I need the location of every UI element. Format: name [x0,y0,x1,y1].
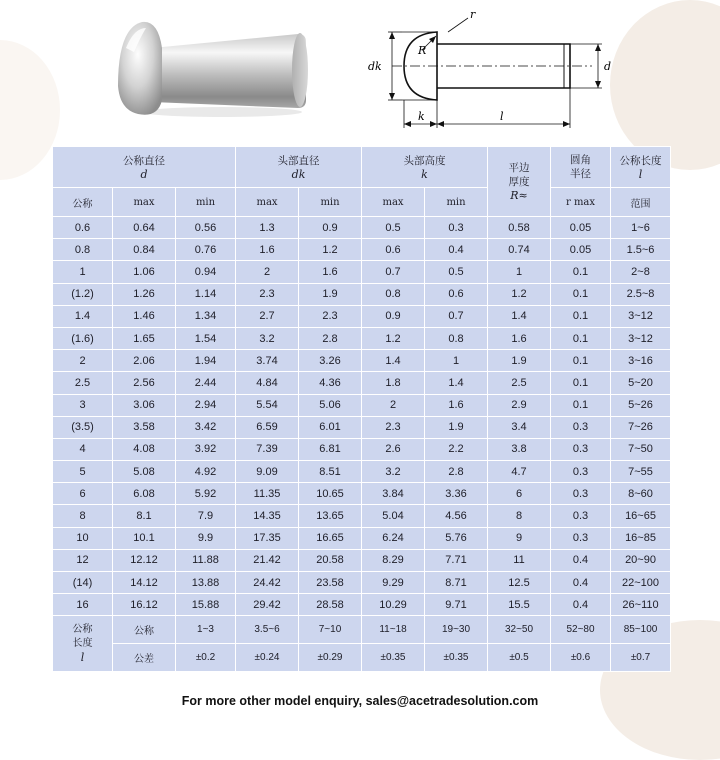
table-cell: 2~8 [611,261,671,283]
table-cell: 10.65 [299,483,362,505]
table-row [53,327,671,349]
table-cell: 2.2 [425,438,488,460]
footer-length-label: 公称 长度 l [53,616,113,672]
table-cell: 0.4 [425,239,488,261]
table-cell: 6.01 [299,416,362,438]
header-flat-thickness: 平边 厚度 R≈ [488,147,551,217]
table-cell: 16~85 [611,527,671,549]
table-cell: 5.08 [113,461,176,483]
table-cell: 15.5 [488,594,551,616]
table-cell: 2.06 [113,350,176,372]
table-cell: 8~60 [611,483,671,505]
table-cell: 20~90 [611,549,671,571]
table-cell: 22~100 [611,572,671,594]
footer-nominal-value: 85~100 [611,616,671,644]
table-cell: (3.5) [53,416,113,438]
footer-tolerance-value: ±0.5 [488,644,551,672]
subheader-d-min: min [176,188,236,217]
table-cell: 15.88 [176,594,236,616]
table-cell: 2 [236,261,299,283]
table-cell: 2.5 [488,372,551,394]
table-cell: 16~65 [611,505,671,527]
table-cell: 1.65 [113,327,176,349]
table-cell: 4.08 [113,438,176,460]
table-cell: 3.2 [362,461,425,483]
table-row [53,305,671,327]
label-k: k [418,110,425,123]
subheader-r-max: r max [551,188,611,217]
background-shape [0,40,60,180]
table-cell: 24.42 [236,572,299,594]
table-cell: 13.65 [299,505,362,527]
table-cell: 4.36 [299,372,362,394]
table-cell: 20.58 [299,549,362,571]
table-cell: 7.39 [236,438,299,460]
rivet-spec-table-container [52,146,670,672]
footer-nominal-value: 52~80 [551,616,611,644]
table-cell: 2.8 [425,461,488,483]
footer-nominal-label: 公称 [113,616,176,644]
footer-tolerance-value: ±0.7 [611,644,671,672]
table-cell: 0.8 [425,327,488,349]
table-cell: 3.06 [113,394,176,416]
subheader-nominal: 公称 [53,188,113,217]
rivet-photo [112,8,322,120]
footer-tolerance-label: 公差 [113,644,176,672]
table-row [53,594,671,616]
table-cell: 0.6 [362,239,425,261]
table-cell: 5~26 [611,394,671,416]
table-cell: 4.92 [176,461,236,483]
table-cell: 1.4 [425,372,488,394]
subheader-dk-min: min [299,188,362,217]
table-row [53,283,671,305]
table-cell: 3~12 [611,305,671,327]
table-cell: 5.04 [362,505,425,527]
table-cell: 0.3 [551,461,611,483]
table-cell: 1.2 [488,283,551,305]
table-cell: 1.5~6 [611,239,671,261]
table-row [53,217,671,239]
header-nominal-length: 公称长度 l [611,147,671,188]
footer-nominal-value: 32~50 [488,616,551,644]
table-cell: 2.7 [236,305,299,327]
table-cell: 0.56 [176,217,236,239]
table-cell: 5~20 [611,372,671,394]
header-row-1 [53,147,671,188]
footer-row-tolerance [53,644,671,672]
table-cell: 2.94 [176,394,236,416]
table-cell: 2.56 [113,372,176,394]
table-cell: 11 [488,549,551,571]
table-cell: 8 [488,505,551,527]
table-cell: 0.1 [551,394,611,416]
table-cell: (1.6) [53,327,113,349]
table-cell: 9 [488,527,551,549]
table-cell: 1.14 [176,283,236,305]
table-cell: 0.1 [551,327,611,349]
label-l: l [500,110,504,123]
table-cell: 6 [53,483,113,505]
table-cell: 3.58 [113,416,176,438]
header-head-height: 头部高度 k [362,147,488,188]
table-cell: 0.64 [113,217,176,239]
contact-footer: For more other model enquiry, sales@acetradesolution.com [181,694,539,708]
subheader-k-min: min [425,188,488,217]
footer-tolerance-value: ±0.6 [551,644,611,672]
table-cell: 0.1 [551,305,611,327]
table-cell: 8.71 [425,572,488,594]
table-cell: 7~55 [611,461,671,483]
table-cell: 2.6 [362,438,425,460]
table-cell: 3~16 [611,350,671,372]
subheader-dk-max: max [236,188,299,217]
table-cell: 9.29 [362,572,425,594]
table-row [53,461,671,483]
table-cell: 3.84 [362,483,425,505]
table-cell: 6.24 [362,527,425,549]
table-cell: 0.1 [551,283,611,305]
table-cell: 3.26 [299,350,362,372]
table-cell: 0.84 [113,239,176,261]
table-cell: 1.4 [488,305,551,327]
footer-tolerance-value: ±0.24 [236,644,299,672]
table-cell: 1.2 [299,239,362,261]
header-row-2 [53,188,671,217]
table-cell: 10.29 [362,594,425,616]
table-cell: 4.56 [425,505,488,527]
table-cell: 1.2 [362,327,425,349]
table-cell: 0.7 [425,305,488,327]
table-cell: 3.4 [488,416,551,438]
table-cell: 1.4 [53,305,113,327]
table-cell: 1~6 [611,217,671,239]
table-row [53,572,671,594]
table-cell: (14) [53,572,113,594]
table-cell: 0.5 [425,261,488,283]
table-cell: (1.2) [53,283,113,305]
table-cell: 1.6 [236,239,299,261]
table-cell: 0.4 [551,594,611,616]
table-cell: 0.1 [551,261,611,283]
table-cell: 8.51 [299,461,362,483]
table-row [53,483,671,505]
label-d: d [604,60,612,73]
table-cell: 17.35 [236,527,299,549]
table-cell: 28.58 [299,594,362,616]
table-cell: 1.6 [299,261,362,283]
table-cell: 3~12 [611,327,671,349]
table-row [53,549,671,571]
table-cell: 11.35 [236,483,299,505]
table-cell: 16 [53,594,113,616]
table-cell: 0.8 [362,283,425,305]
table-cell: 0.94 [176,261,236,283]
table-cell: 0.5 [362,217,425,239]
table-cell: 1.8 [362,372,425,394]
table-cell: 0.1 [551,350,611,372]
table-cell: 8 [53,505,113,527]
table-cell: 4 [53,438,113,460]
footer-tolerance-value: ±0.35 [425,644,488,672]
table-cell: 10 [53,527,113,549]
table-row [53,372,671,394]
table-cell: 2.5 [53,372,113,394]
footer-tolerance-value: ±0.29 [299,644,362,672]
table-cell: 26~110 [611,594,671,616]
table-cell: 6.59 [236,416,299,438]
table-cell: 0.3 [551,438,611,460]
table-cell: 14.35 [236,505,299,527]
table-cell: 4.84 [236,372,299,394]
table-row [53,261,671,283]
table-cell: 2.3 [299,305,362,327]
table-cell: 10.1 [113,527,176,549]
footer-nominal-value: 11~18 [362,616,425,644]
table-cell: 1.46 [113,305,176,327]
subheader-range: 范围 [611,188,671,217]
table-cell: 7~26 [611,416,671,438]
table-cell: 0.05 [551,217,611,239]
table-cell: 5 [53,461,113,483]
table-cell: 13.88 [176,572,236,594]
footer-nominal-value: 1~3 [176,616,236,644]
table-cell: 0.9 [299,217,362,239]
table-cell: 0.8 [53,239,113,261]
rivet-spec-table [52,146,671,672]
table-cell: 1.4 [362,350,425,372]
table-cell: 0.9 [362,305,425,327]
footer-nominal-value: 3.5~6 [236,616,299,644]
table-cell: 0.58 [488,217,551,239]
table-cell: 0.3 [551,416,611,438]
table-cell: 8.1 [113,505,176,527]
table-row [53,505,671,527]
table-cell: 12.5 [488,572,551,594]
header-head-diameter: 头部直径 dk [236,147,362,188]
label-dk: dk [368,60,382,73]
table-cell: 1.06 [113,261,176,283]
table-cell: 0.74 [488,239,551,261]
table-cell: 2.5~8 [611,283,671,305]
table-cell: 7.9 [176,505,236,527]
table-cell: 1 [425,350,488,372]
table-cell: 7~50 [611,438,671,460]
table-cell: 0.6 [53,217,113,239]
table-cell: 9.71 [425,594,488,616]
table-cell: 1.94 [176,350,236,372]
table-cell: 9.09 [236,461,299,483]
table-cell: 16.65 [299,527,362,549]
table-cell: 0.3 [551,483,611,505]
table-cell: 9.9 [176,527,236,549]
table-cell: 1.34 [176,305,236,327]
table-cell: 3.42 [176,416,236,438]
footer-nominal-value: 7~10 [299,616,362,644]
background-shape [610,0,720,170]
table-cell: 0.7 [362,261,425,283]
table-cell: 3.74 [236,350,299,372]
table-cell: 0.4 [551,572,611,594]
table-cell: 2 [53,350,113,372]
table-cell: 0.4 [551,549,611,571]
table-cell: 1.3 [236,217,299,239]
footer-tolerance-value: ±0.2 [176,644,236,672]
table-cell: 5.76 [425,527,488,549]
table-cell: 3.8 [488,438,551,460]
rivet-technical-drawing [352,4,620,134]
footer-row-nominal [53,616,671,644]
table-cell: 6.08 [113,483,176,505]
table-cell: 0.1 [551,372,611,394]
header-fillet-radius: 圆角 半径 [551,147,611,188]
table-cell: 6 [488,483,551,505]
table-row [53,350,671,372]
table-cell: 5.92 [176,483,236,505]
table-body [53,147,671,672]
table-cell: 6.81 [299,438,362,460]
table-cell: 12 [53,549,113,571]
table-cell: 5.54 [236,394,299,416]
table-row [53,394,671,416]
table-cell: 1.6 [488,327,551,349]
header-nominal-diameter: 公称直径 d [53,147,236,188]
table-cell: 14.12 [113,572,176,594]
table-cell: 7.71 [425,549,488,571]
table-cell: 2.8 [299,327,362,349]
table-cell: 3.2 [236,327,299,349]
subheader-d-max: max [113,188,176,217]
table-cell: 1 [53,261,113,283]
table-cell: 12.12 [113,549,176,571]
table-cell: 23.58 [299,572,362,594]
table-row [53,438,671,460]
table-cell: 0.3 [551,527,611,549]
subheader-k-max: max [362,188,425,217]
table-cell: 29.42 [236,594,299,616]
table-cell: 0.6 [425,283,488,305]
table-cell: 3.92 [176,438,236,460]
table-cell: 1.9 [425,416,488,438]
footer-nominal-value: 19~30 [425,616,488,644]
table-cell: 1.54 [176,327,236,349]
table-cell: 2.44 [176,372,236,394]
table-cell: 4.7 [488,461,551,483]
table-cell: 2.3 [362,416,425,438]
table-cell: 1.6 [425,394,488,416]
table-cell: 16.12 [113,594,176,616]
table-cell: 21.42 [236,549,299,571]
table-cell: 1.9 [299,283,362,305]
table-cell: 5.06 [299,394,362,416]
table-row [53,527,671,549]
table-cell: 0.3 [551,505,611,527]
table-cell: 0.3 [425,217,488,239]
table-cell: 8.29 [362,549,425,571]
table-row [53,239,671,261]
table-cell: 0.76 [176,239,236,261]
label-r: r [470,8,476,21]
table-cell: 3.36 [425,483,488,505]
table-cell: 1.26 [113,283,176,305]
table-cell: 0.05 [551,239,611,261]
table-cell: 1 [488,261,551,283]
table-cell: 11.88 [176,549,236,571]
label-R: R [418,44,427,57]
table-cell: 3 [53,394,113,416]
table-row [53,416,671,438]
table-cell: 1.9 [488,350,551,372]
table-cell: 2 [362,394,425,416]
table-cell: 2.9 [488,394,551,416]
footer-tolerance-value: ±0.35 [362,644,425,672]
table-cell: 2.3 [236,283,299,305]
